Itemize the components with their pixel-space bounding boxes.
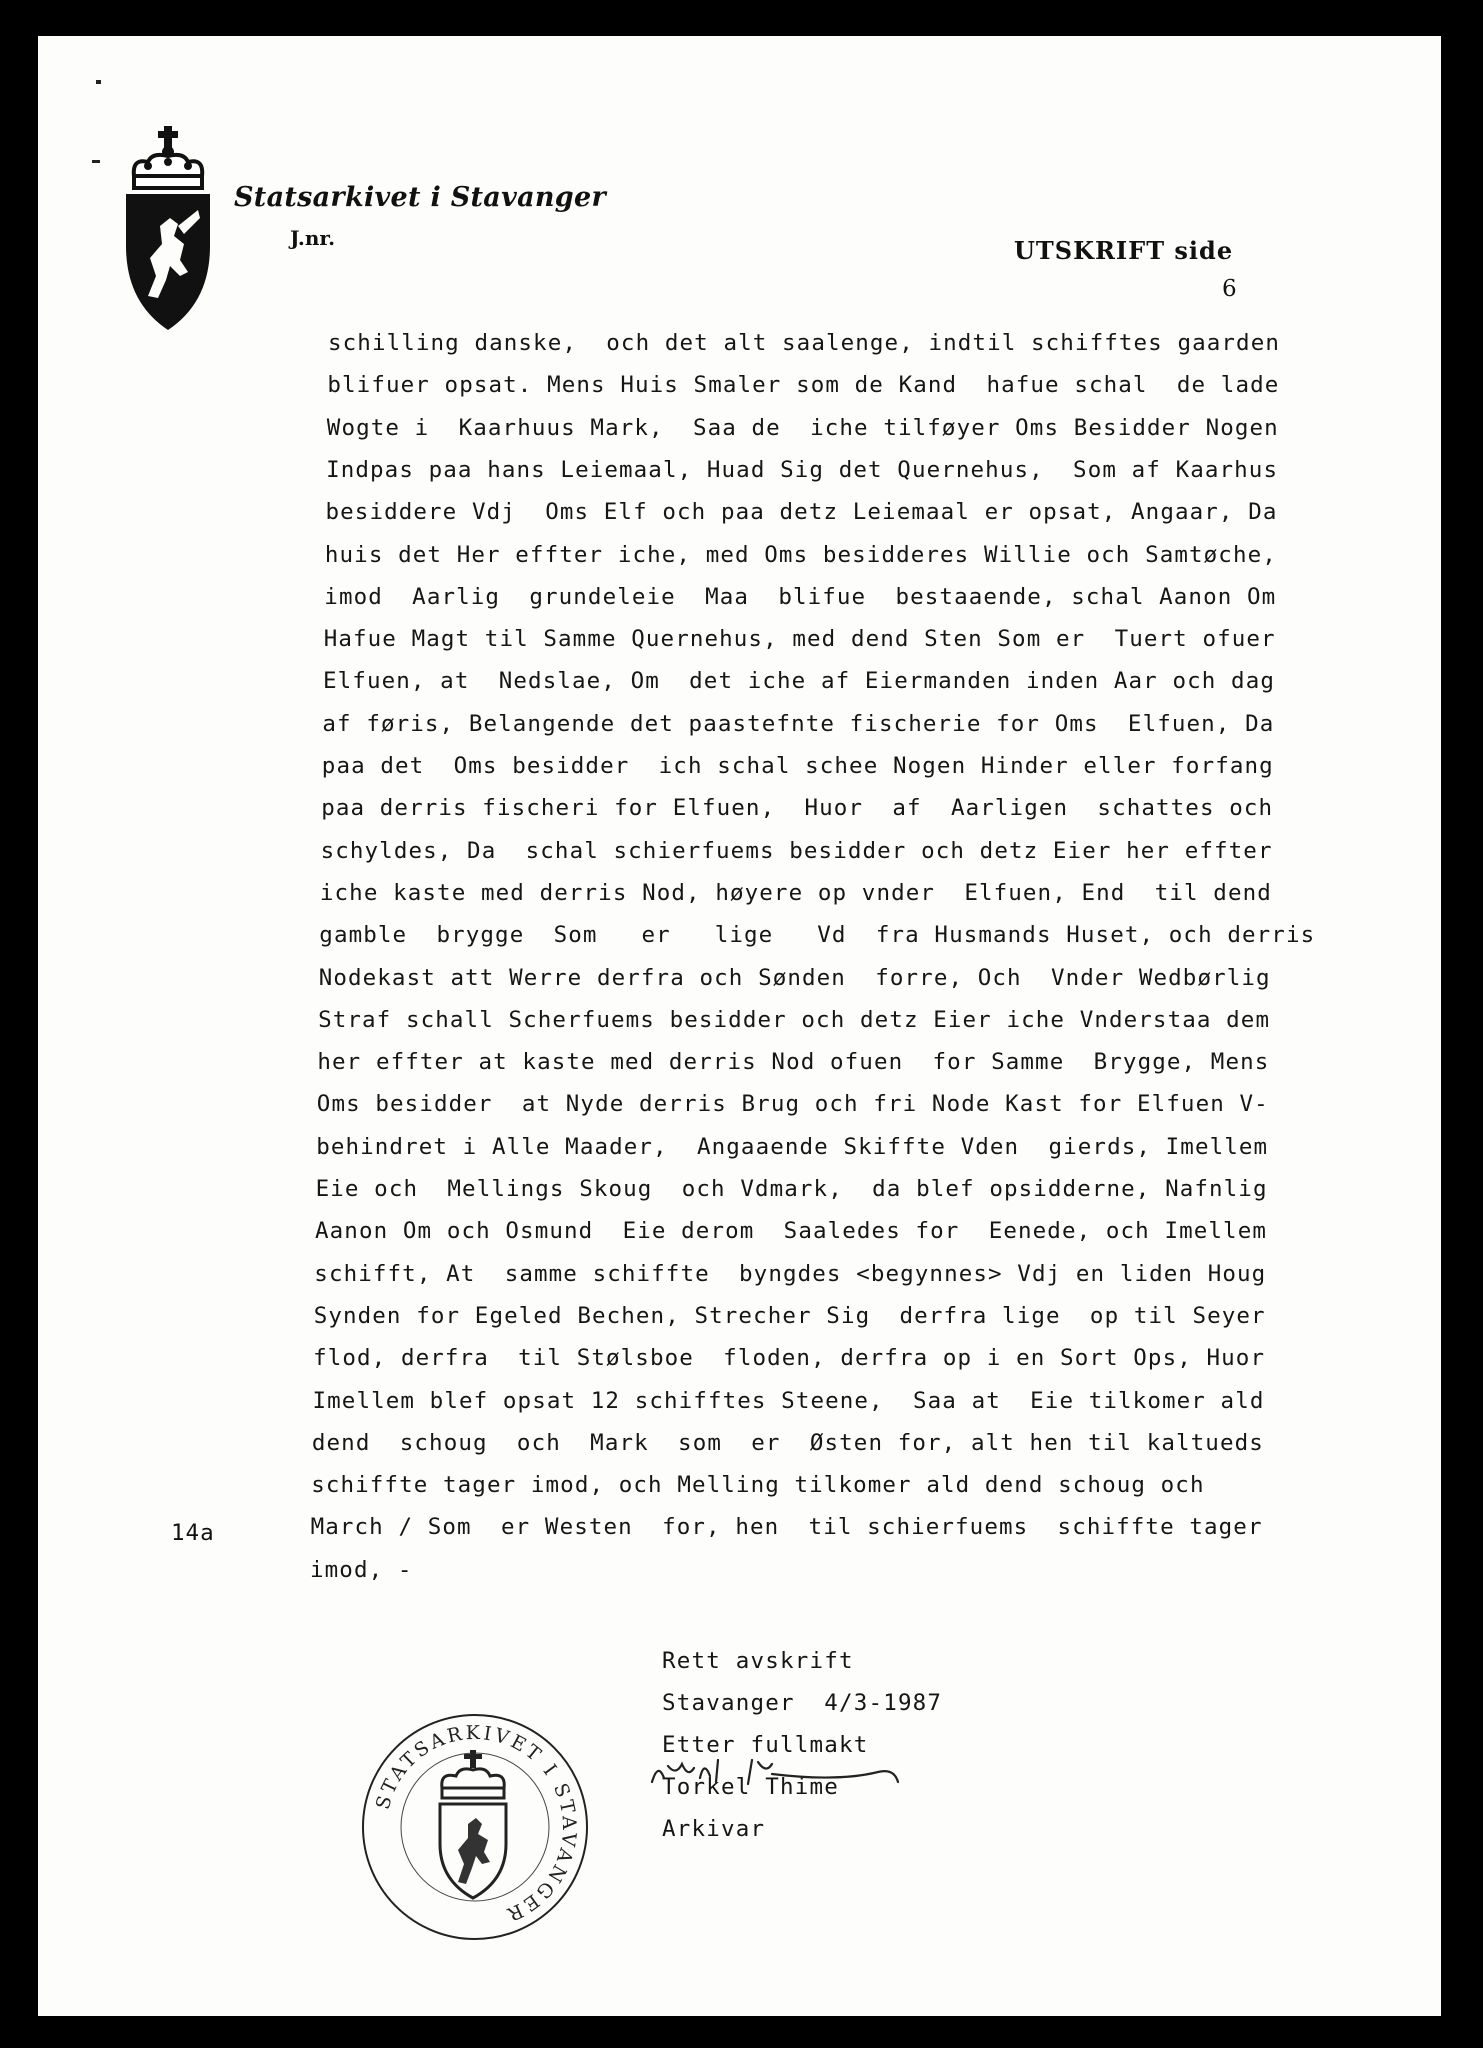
certification-line: Rett avskrift <box>662 1648 854 1674</box>
body-line: gamble brygge Som er lige Vd fra Husmands Huset, och derris <box>319 922 1316 949</box>
body-line: af føris, Belangende det paastefnte fischerie for Oms Elfuen, Da <box>322 710 1275 737</box>
body-line: imod Aarlig grundeleie Maa blifue bestaaende, schal Aanon Om <box>324 583 1277 610</box>
stamp-text: STATSARKIVET I STAVANGER <box>371 1721 581 1927</box>
body-line: paa det Oms besidder ich schal schee Nogen Hinder eller forfang <box>321 753 1274 779</box>
body-line: Imellem blef opsat 12 schifftes Steene, Saa at Eie tilkomer ald <box>312 1387 1265 1414</box>
margin-note: 14a <box>171 1520 215 1546</box>
body-line: schifft, At samme schiffte byngdes <begynnes> Vdj en liden Houg <box>314 1260 1267 1287</box>
certification-authority: Etter fullmakt <box>662 1732 869 1758</box>
certification-name: Torkel Thime <box>662 1774 839 1800</box>
body-line: iche kaste med derris Nod, høyere op vnder Elfuen, End til dend <box>319 879 1272 906</box>
body-line: behindret i Alle Maader, Angaaende Skiffte Vden gierds, Imellem <box>316 1133 1269 1160</box>
handwritten-signature <box>648 1748 928 1794</box>
body-line: schyldes, Da schal schierfuems besidder och detz Eier her effter <box>320 837 1273 864</box>
document-page <box>38 36 1441 2016</box>
body-line: Elfuen, at Nedslae, Om det iche af Eiermanden inden Aar och dag <box>323 668 1275 695</box>
body-line: imod, - <box>310 1556 413 1583</box>
certification-place-date: Stavanger 4/3-1987 <box>662 1690 943 1716</box>
archive-stamp-seal <box>360 1712 590 1942</box>
body-line: huis det Her effter iche, med Oms besidderes Willie och Samtøche, <box>324 541 1277 568</box>
body-line: Aanon Om och Osmund Eie derom Saaledes for Eenede, och Imellem <box>315 1218 1267 1245</box>
certification-title: Arkivar <box>662 1816 766 1842</box>
body-line: Eie och Mellings Skoug och Vdmark, da blef opsidderne, Nafnlig <box>315 1176 1268 1202</box>
body-line: flod, derfra til Stølsboe floden, derfra op i en Sort Ops, Huor <box>313 1345 1266 1372</box>
body-line: schilling danske, och det alt saalenge, indtil schifftes gaarden <box>328 330 1280 356</box>
body-line: Oms besidder at Nyde derris Brug och fri Node Kast for Elfuen V- <box>316 1091 1269 1118</box>
journal-number-label: J.nr. <box>290 226 336 250</box>
body-line: Straf schall Scherfuems besidder och detz Eier iche Vnderstaa dem <box>318 1006 1271 1033</box>
body-line: Wogte i Kaarhuus Mark, Saa de iche tilføyer Oms Besidder Nogen <box>326 414 1279 441</box>
page-number: 6 <box>1222 276 1237 302</box>
body-line: March / Som er Westen for, hen til schierfuems schiffte tager <box>310 1514 1263 1541</box>
body-line: schiffte tager imod, och Melling tilkomer ald dend schoug och <box>311 1472 1205 1499</box>
body-line: Synden for Egeled Bechen, Strecher Sig derfra lige op til Seyer <box>313 1302 1266 1329</box>
document-label: UTSKRIFT side <box>1014 236 1234 265</box>
body-line: Indpas paa hans Leiemaal, Huad Sig det Quernehus, Som af Kaarhus <box>326 456 1279 483</box>
body-line: dend schoug och Mark som er Østen for, alt hen til kaltueds <box>311 1429 1264 1456</box>
archive-name: Statsarkivet i Stavanger <box>234 182 606 213</box>
body-line: paa derris fischeri for Elfuen, Huor af Aarligen schattes och <box>321 795 1274 822</box>
body-line: Hafue Magt til Samme Quernehus, med dend Sten Som er Tuert ofuer <box>323 626 1276 653</box>
body-line: Nodekast att Werre derfra och Sønden forre, Och Vnder Wedbørlig <box>318 964 1271 991</box>
body-line: her effter at kaste med derris Nod ofuen for Samme Brygge, Mens <box>317 1049 1270 1076</box>
body-line: besiddere Vdj Oms Elf och paa detz Leiemaal er opsat, Angaar, Da <box>325 499 1278 526</box>
transcription-body <box>38 36 1441 2016</box>
body-line: blifuer opsat. Mens Huis Smaler som de Kand hafue schal de lade <box>327 372 1280 399</box>
